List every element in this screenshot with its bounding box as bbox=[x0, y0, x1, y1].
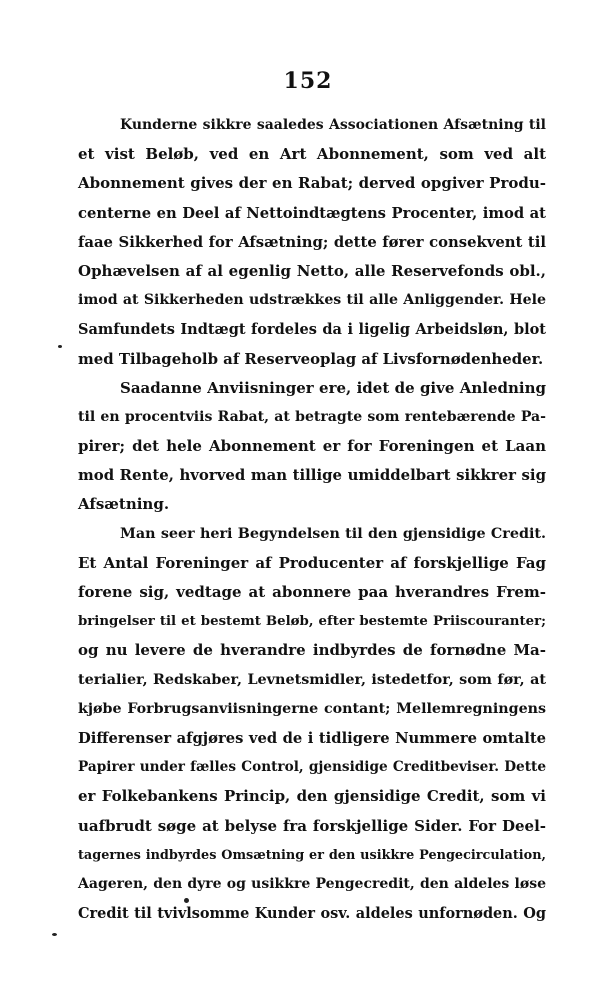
text-line: med Tilbageholb af Reserveoplag af Livsfornødenheder. bbox=[78, 349, 544, 368]
text-line: mod Rente, hvorved man tillige umiddelbart sikkrer sig bbox=[78, 466, 546, 485]
text-line: tagernes indbyrdes Omsætning er den usikkre Pengecirculation, bbox=[78, 847, 546, 863]
text-line: kjøbe Forbrugsanviisningerne contant; Mellemregningens bbox=[78, 700, 546, 717]
text-line: Differenser afgjøres ved de i tidligere Nummere omtalte bbox=[78, 729, 546, 747]
text-line: et vist Beløb, ved en Art Abonnement, som ved alt bbox=[78, 145, 546, 164]
page-number: 152 bbox=[283, 68, 333, 94]
text-line: Afsætning. bbox=[78, 495, 170, 514]
text-line: pirer; det hele Abonnement er for Foreningen et Laan bbox=[78, 437, 546, 456]
text-line: bringelser til et bestemt Beløb, efter bestemte Priiscouranter; bbox=[78, 614, 546, 630]
ink-speck bbox=[184, 898, 189, 903]
text-line: Et Antal Foreninger af Producenter af forskjellige Fag bbox=[78, 553, 546, 572]
text-line: og nu levere de hverandre indbyrdes de fornødne Ma- bbox=[78, 641, 546, 660]
text-line: Credit til tvivlsomme Kunder osv. aldeles unfornøden. Og bbox=[78, 905, 546, 923]
paragraph bbox=[78, 111, 546, 374]
text-line: Saadanne Anviisninger ere, idet de give Anledning bbox=[120, 378, 546, 397]
text-line: centerne en Deel af Nettoindtægtens Procenter, imod at bbox=[78, 204, 546, 222]
text-line: Samfundets Indtægt fordeles da i ligelig Arbeidsløn, blot bbox=[78, 321, 546, 339]
text-line: til en procentviis Rabat, at betragte som rentebærende Pa- bbox=[78, 408, 546, 425]
text-line: Ophævelsen af al egenlig Netto, alle Reservefonds obl., bbox=[78, 261, 546, 280]
text-line: faae Sikkerhed for Afsætning; dette fører consekvent til bbox=[78, 233, 546, 251]
text-line: Abonnement gives der en Rabat; derved opgiver Produ- bbox=[78, 174, 546, 193]
text-line: forene sig, vedtage at abonnere paa hverandres Frem- bbox=[78, 583, 546, 601]
text-line: imod at Sikkerheden udstrækkes til alle Anliggender. Hele bbox=[78, 292, 546, 309]
ink-speck bbox=[58, 345, 62, 348]
text-line: Aageren, den dyre og usikkre Pengecredit, den aldeles løse bbox=[78, 875, 546, 892]
text-line: terialier, Redskaber, Levnetsmidler, istedetfor, som før, at bbox=[78, 671, 546, 688]
text-line: Man seer heri Begyndelsen til den gjensidige Credit. bbox=[120, 525, 546, 542]
paragraph bbox=[78, 520, 546, 929]
text-line: uafbrudt søge at belyse fra forskjellige Sider. For Deel- bbox=[78, 816, 546, 835]
text-line: Kunderne sikkre saaledes Associationen Afsætning til bbox=[120, 117, 546, 133]
ink-speck bbox=[52, 933, 57, 936]
body-text bbox=[78, 111, 546, 928]
text-line: er Folkebankens Princip, den gjensidige Credit, som vi bbox=[78, 787, 546, 806]
text-line: Papirer under fælles Control, gjensidige Creditbeviser. Dette bbox=[78, 759, 546, 776]
paragraph bbox=[78, 374, 546, 520]
